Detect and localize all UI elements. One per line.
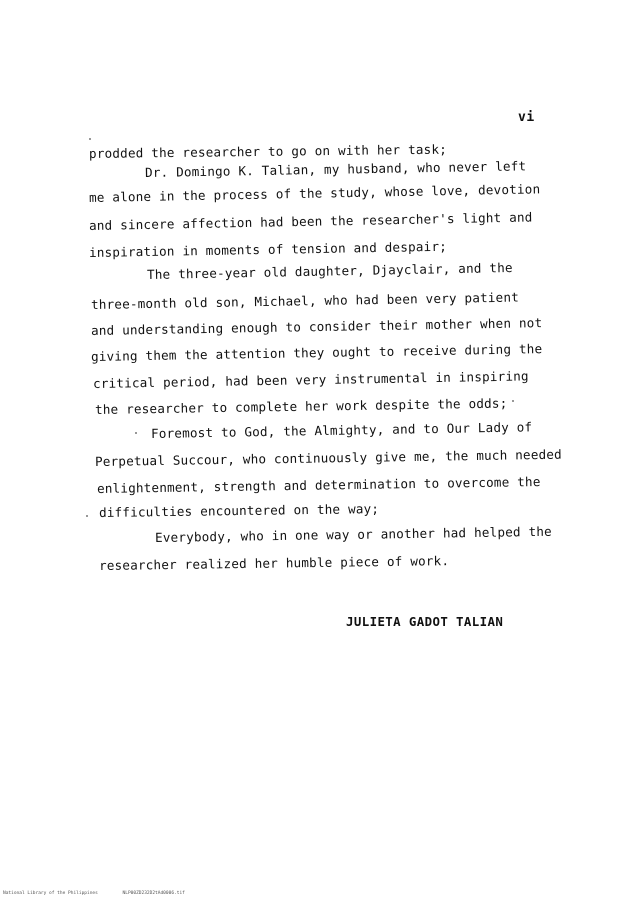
text-line: enlightenment, strength and determination to overcome the bbox=[96, 474, 541, 496]
text-line: inspiration in moments of tension and despair; bbox=[88, 238, 448, 260]
text-line: The three-year old daughter, Djayclair, and the bbox=[146, 259, 513, 282]
scan-speck bbox=[135, 432, 137, 434]
text-line: prodded the researcher to go on with her task; bbox=[88, 141, 448, 161]
text-line: Foremost to God, the Almighty, and to Our Lady of bbox=[150, 419, 533, 441]
scan-footer bbox=[3, 891, 207, 896]
text-line: giving them the attention they ought to receive during the bbox=[90, 341, 543, 364]
page-number: vi bbox=[518, 110, 535, 125]
author-signature-name: JULIETA GADOT TALIAN bbox=[346, 614, 504, 629]
text-line: difficulties encountered on the way; bbox=[98, 501, 380, 520]
text-line: the researcher to complete her work despite the odds; bbox=[94, 395, 508, 417]
scan-speck bbox=[89, 138, 91, 140]
text-line: Everybody, who in one way or another had helped the bbox=[154, 523, 552, 545]
text-line: and understanding enough to consider their mother when not bbox=[90, 315, 543, 338]
scan-speck bbox=[512, 400, 514, 402]
scan-speck bbox=[86, 515, 88, 517]
footer-file-id: NLP00ZD232D2tAd0006.tif bbox=[122, 891, 185, 896]
text-line: me alone in the process of the study, whose love, devotion bbox=[88, 181, 541, 205]
text-line: and sincere affection had been the researcher's light and bbox=[88, 209, 533, 233]
footer-library: National Library of the Philippines bbox=[3, 891, 98, 896]
text-line: researcher realized her humble piece of work. bbox=[98, 553, 450, 573]
text-line: three-month old son, Michael, who had been very patient bbox=[90, 289, 520, 312]
text-line: Dr. Domingo K. Talian, my husband, who never left bbox=[144, 158, 527, 180]
text-line: critical period, had been very instrumental in inspiring bbox=[92, 368, 529, 391]
text-line: Perpetual Succour, who continuously give me, the much needed bbox=[94, 446, 562, 469]
